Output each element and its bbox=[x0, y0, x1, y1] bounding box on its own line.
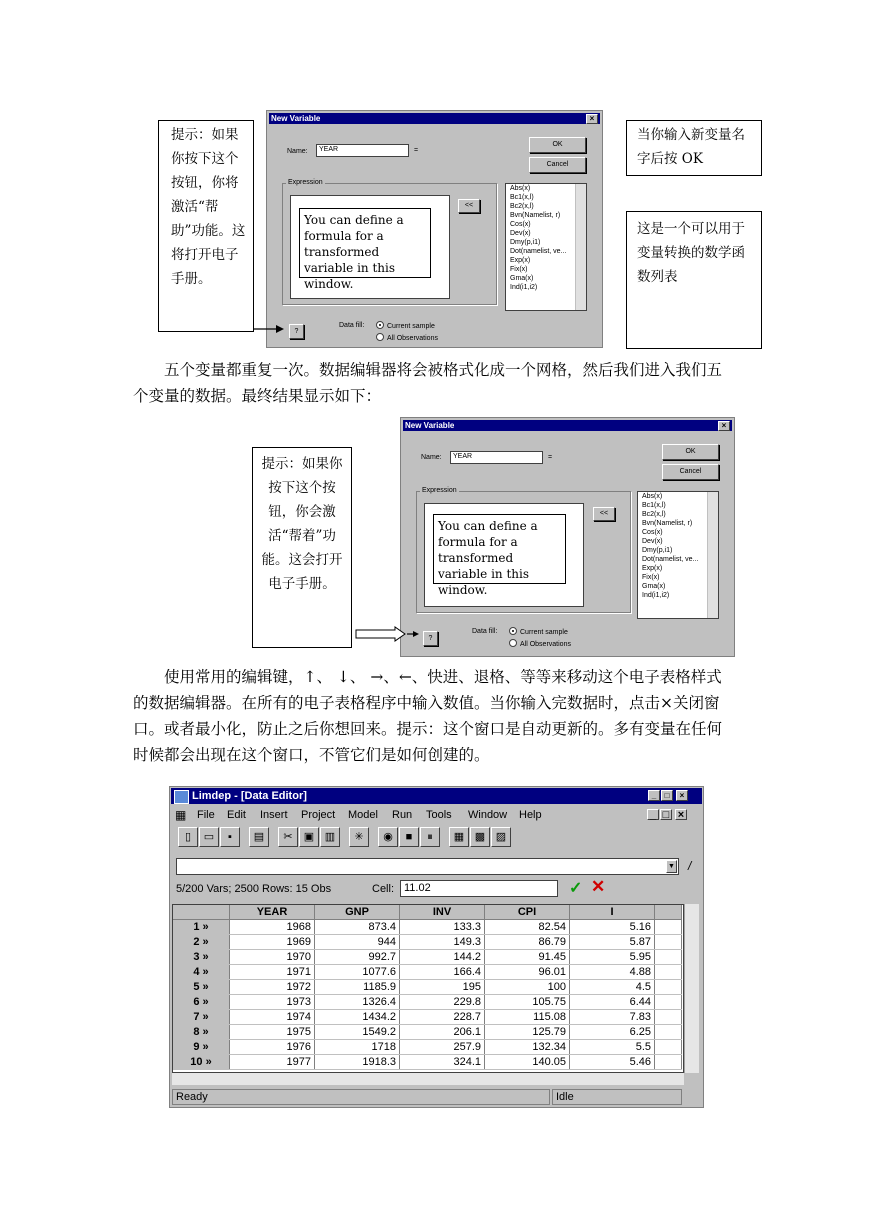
function-list-item[interactable]: Ind(i1,i2) bbox=[642, 592, 670, 599]
close-window-button[interactable]: × bbox=[676, 790, 688, 801]
function-list-item[interactable]: Dmy(p,i1) bbox=[510, 239, 541, 246]
function-list-item[interactable]: Dot(namelist, ve... bbox=[510, 248, 567, 255]
function-list-item[interactable]: Fix(x) bbox=[642, 574, 660, 581]
cancel-button-2[interactable]: Cancel bbox=[662, 464, 719, 480]
table-row bbox=[173, 950, 682, 965]
row-header[interactable]: 6 » bbox=[173, 995, 230, 1010]
minimize-button[interactable]: _ bbox=[648, 790, 660, 801]
star-icon[interactable]: ✳ bbox=[349, 827, 369, 847]
col-header-gnp[interactable]: GNP bbox=[315, 905, 400, 920]
table-header-row bbox=[173, 905, 682, 920]
table-cell[interactable]: 1326.4 bbox=[315, 995, 400, 1010]
chart-icon[interactable]: ▨ bbox=[491, 827, 511, 847]
table-row bbox=[173, 995, 682, 1010]
status-ready: Ready bbox=[172, 1089, 550, 1105]
maximize-button[interactable]: □ bbox=[661, 790, 673, 801]
horizontal-scrollbar[interactable] bbox=[172, 1073, 684, 1085]
table-cell[interactable]: 1969 bbox=[230, 935, 315, 950]
datafill-label: Data fill: bbox=[339, 322, 365, 329]
table-cell[interactable]: 4.88 bbox=[570, 965, 655, 980]
table-cell[interactable]: 1975 bbox=[230, 1025, 315, 1040]
table-cell[interactable]: 5.95 bbox=[570, 950, 655, 965]
table-cell[interactable]: 1977 bbox=[230, 1055, 315, 1070]
col-header-year[interactable]: YEAR bbox=[230, 905, 315, 920]
cancel-x-icon[interactable]: ✕ bbox=[591, 877, 606, 896]
limdep-title-bar bbox=[171, 788, 702, 804]
table-cell-empty bbox=[655, 995, 682, 1010]
function-list[interactable] bbox=[505, 183, 587, 311]
expression-textarea-2[interactable] bbox=[424, 503, 584, 607]
accept-check-icon[interactable]: ✓ bbox=[569, 880, 583, 897]
function-list-item[interactable]: Abs(x) bbox=[642, 493, 663, 500]
name-input[interactable]: YEAR bbox=[316, 144, 409, 157]
table-cell[interactable]: 82.54 bbox=[485, 920, 570, 935]
menu-run[interactable]: Run bbox=[392, 809, 413, 821]
datafill-label-2: Data fill: bbox=[472, 628, 498, 635]
dialog-title: New Variable bbox=[271, 114, 321, 123]
table-cell[interactable]: 229.8 bbox=[400, 995, 485, 1010]
grid-icon: ▦ bbox=[175, 808, 187, 822]
table-row bbox=[173, 1055, 682, 1070]
row-header[interactable]: 5 » bbox=[173, 980, 230, 995]
current-sample-radio[interactable] bbox=[376, 321, 435, 330]
row-header-corner bbox=[173, 905, 230, 920]
table-row bbox=[173, 1010, 682, 1025]
table-cell[interactable]: 100 bbox=[485, 980, 570, 995]
table-cell[interactable]: 105.75 bbox=[485, 995, 570, 1010]
ok-button[interactable]: OK bbox=[529, 137, 586, 153]
table-cell[interactable]: 96.01 bbox=[485, 965, 570, 980]
table-cell[interactable]: 91.45 bbox=[485, 950, 570, 965]
expression-label: Expression bbox=[288, 179, 323, 186]
table-cell[interactable]: 1077.6 bbox=[315, 965, 400, 980]
edit-pencil-icon[interactable]: / bbox=[688, 859, 692, 873]
close-button-2[interactable]: × bbox=[718, 421, 730, 431]
function-list-item[interactable]: Bc2(x,l) bbox=[510, 203, 534, 210]
function-list-item[interactable]: Bvn(Namelist, r) bbox=[642, 520, 693, 527]
row-header[interactable]: 8 » bbox=[173, 1025, 230, 1040]
menu-model[interactable]: Model bbox=[348, 809, 378, 821]
data-editor-icon[interactable]: ▩ bbox=[470, 827, 490, 847]
table-cell-empty bbox=[655, 1040, 682, 1055]
table-cell[interactable]: 5.5 bbox=[570, 1040, 655, 1055]
table-cell[interactable]: 166.4 bbox=[400, 965, 485, 980]
save-icon[interactable]: ▪ bbox=[220, 827, 240, 847]
table-cell[interactable]: 1976 bbox=[230, 1040, 315, 1055]
menu-help[interactable]: Help bbox=[519, 809, 542, 821]
dialog-title-bar bbox=[269, 113, 600, 124]
function-list-item[interactable]: Bc1(x,l) bbox=[510, 194, 534, 201]
dropdown-chevron-icon[interactable]: ▼ bbox=[666, 860, 677, 873]
function-list-item[interactable]: Cos(x) bbox=[510, 221, 531, 228]
dialog-title-2: New Variable bbox=[405, 421, 455, 430]
status-info: 5/200 Vars; 2500 Rows: 15 Obs bbox=[176, 883, 332, 895]
menu-edit[interactable]: Edit bbox=[227, 809, 246, 821]
help-button[interactable]: ? bbox=[289, 324, 304, 339]
help-tip-note bbox=[158, 120, 254, 332]
cancel-button[interactable]: Cancel bbox=[529, 157, 586, 173]
name-label: Name: bbox=[287, 148, 308, 155]
row-header[interactable]: 3 » bbox=[173, 950, 230, 965]
function-list-2[interactable] bbox=[637, 491, 719, 619]
table-cell[interactable]: 115.08 bbox=[485, 1010, 570, 1025]
ok-tip-text: 当你输入新变量名字后按 OK bbox=[637, 127, 745, 167]
equals-sign-2: = bbox=[548, 454, 553, 461]
help-tip-note-2 bbox=[252, 447, 352, 648]
row-header[interactable]: 1 » bbox=[173, 920, 230, 935]
col-header-inv[interactable]: INV bbox=[400, 905, 485, 920]
table-row bbox=[173, 920, 682, 935]
data-table bbox=[173, 905, 682, 1070]
cut-icon[interactable]: ✂ bbox=[278, 827, 298, 847]
function-list-note-text: 这是一个可以用于变量转换的数学函数列表 bbox=[637, 221, 745, 285]
table-cell[interactable]: 149.3 bbox=[400, 935, 485, 950]
table-cell[interactable]: 257.9 bbox=[400, 1040, 485, 1055]
table-cell[interactable]: 1972 bbox=[230, 980, 315, 995]
table-cell[interactable]: 1968 bbox=[230, 920, 315, 935]
all-observations-label: All Observations bbox=[387, 335, 438, 342]
table-cell[interactable]: 86.79 bbox=[485, 935, 570, 950]
table-cell[interactable]: 944 bbox=[315, 935, 400, 950]
current-sample-label: Current sample bbox=[387, 323, 435, 330]
table-cell[interactable]: 7.83 bbox=[570, 1010, 655, 1025]
hollow-arrow-icon bbox=[355, 626, 425, 642]
function-list-item[interactable]: Gma(x) bbox=[642, 583, 666, 590]
paragraph-1: 五个变量都重复一次。数据编辑器将会被格式化成一个网格，然后我们进入我们五个变量的数据。最终结果显示如下： bbox=[133, 361, 723, 405]
help-tip-text: 提示：如果你按下这个按钮，你将激活“帮助”功能。这将打开电子手册。 bbox=[171, 127, 246, 287]
all-observations-radio-2[interactable] bbox=[509, 639, 571, 648]
child-restore-button[interactable]: □ bbox=[660, 809, 672, 820]
vertical-scrollbar[interactable] bbox=[684, 904, 699, 1073]
table-cell[interactable]: 133.3 bbox=[400, 920, 485, 935]
table-cell-empty bbox=[655, 950, 682, 965]
row-header[interactable]: 2 » bbox=[173, 935, 230, 950]
function-list-item[interactable]: Bvn(Namelist, r) bbox=[510, 212, 561, 219]
function-list-item[interactable]: Exp(x) bbox=[510, 257, 531, 264]
stop-icon[interactable]: ■ bbox=[399, 827, 419, 847]
expression-callout: You can define a formula for a transformed variable in this window. bbox=[299, 208, 431, 278]
project-icon[interactable]: ▦ bbox=[449, 827, 469, 847]
data-grid[interactable] bbox=[172, 904, 684, 1073]
help-tip-text-2: 提示：如果你按下这个按钮，你会激活“帮着”功能。这会打开电子手册。 bbox=[261, 456, 343, 592]
table-cell[interactable]: 4.5 bbox=[570, 980, 655, 995]
table-cell-empty bbox=[655, 935, 682, 950]
menu-tools[interactable]: Tools bbox=[426, 809, 452, 821]
function-list-item[interactable]: Dev(x) bbox=[510, 230, 531, 237]
name-label-2: Name: bbox=[421, 454, 442, 461]
table-row bbox=[173, 1040, 682, 1055]
table-row bbox=[173, 980, 682, 995]
function-list-item[interactable]: Abs(x) bbox=[510, 185, 531, 192]
col-header-empty bbox=[655, 905, 682, 920]
table-cell[interactable]: 1918.3 bbox=[315, 1055, 400, 1070]
new-icon[interactable]: ▯ bbox=[178, 827, 198, 847]
row-header[interactable]: 10 » bbox=[173, 1055, 230, 1070]
function-list-item[interactable]: Fix(x) bbox=[510, 266, 528, 273]
function-list-scrollbar-2[interactable] bbox=[707, 492, 718, 618]
menu-project[interactable]: Project bbox=[301, 809, 336, 821]
function-list-item[interactable]: Dot(namelist, ve... bbox=[642, 556, 699, 563]
function-list-note bbox=[626, 211, 762, 349]
limdep-window bbox=[169, 786, 704, 1108]
function-list-scrollbar[interactable] bbox=[575, 184, 586, 310]
table-cell[interactable]: 1434.2 bbox=[315, 1010, 400, 1025]
insert-function-button[interactable]: << bbox=[458, 199, 480, 213]
close-button[interactable]: × bbox=[586, 114, 598, 124]
ok-tip-note bbox=[626, 120, 762, 176]
child-minimize-button[interactable]: _ bbox=[647, 809, 659, 820]
table-row bbox=[173, 965, 682, 980]
table-row bbox=[173, 935, 682, 950]
function-list-item[interactable]: Cos(x) bbox=[642, 529, 663, 536]
expression-callout-2: You can define a formula for a transformed variable in this window. bbox=[433, 514, 566, 584]
function-list-item[interactable]: Dmy(p,i1) bbox=[642, 547, 673, 554]
status-idle: Idle bbox=[552, 1089, 682, 1105]
table-cell[interactable]: 1970 bbox=[230, 950, 315, 965]
table-cell[interactable]: 125.79 bbox=[485, 1025, 570, 1040]
table-cell-empty bbox=[655, 1025, 682, 1040]
function-list-item[interactable]: Dev(x) bbox=[642, 538, 663, 545]
table-cell[interactable]: 1974 bbox=[230, 1010, 315, 1025]
row-header[interactable]: 4 » bbox=[173, 965, 230, 980]
function-list-item[interactable]: Bc2(x,l) bbox=[642, 511, 666, 518]
new-variable-dialog-2 bbox=[400, 417, 735, 657]
print-icon[interactable]: ▤ bbox=[249, 827, 269, 847]
table-cell[interactable]: 144.2 bbox=[400, 950, 485, 965]
table-cell[interactable]: 5.46 bbox=[570, 1055, 655, 1070]
copy-icon[interactable]: ▣ bbox=[299, 827, 319, 847]
table-cell[interactable]: 324.1 bbox=[400, 1055, 485, 1070]
table-cell[interactable]: 1971 bbox=[230, 965, 315, 980]
equals-sign: = bbox=[414, 147, 419, 154]
open-icon[interactable]: ▭ bbox=[199, 827, 219, 847]
col-header-i[interactable]: I bbox=[570, 905, 655, 920]
table-cell-empty bbox=[655, 965, 682, 980]
app-icon bbox=[174, 790, 189, 804]
function-list-item[interactable]: Gma(x) bbox=[510, 275, 534, 282]
expression-textarea[interactable] bbox=[290, 195, 450, 299]
cell-input[interactable]: 11.02 bbox=[400, 880, 558, 897]
pause-icon[interactable]: ⏸ bbox=[420, 827, 440, 847]
table-cell[interactable]: 140.05 bbox=[485, 1055, 570, 1070]
all-observations-label-2: All Observations bbox=[520, 641, 571, 648]
menu-insert[interactable]: Insert bbox=[260, 809, 288, 821]
table-cell[interactable]: 132.34 bbox=[485, 1040, 570, 1055]
insert-function-button-2[interactable]: << bbox=[593, 507, 615, 521]
expression-label-2: Expression bbox=[422, 487, 457, 494]
help-button-2[interactable]: ? bbox=[423, 631, 438, 646]
name-input-2[interactable]: YEAR bbox=[450, 451, 543, 464]
table-cell-empty bbox=[655, 980, 682, 995]
cell-label: Cell: bbox=[372, 883, 395, 895]
function-list-item[interactable]: Exp(x) bbox=[642, 565, 663, 572]
all-observations-radio[interactable] bbox=[376, 333, 438, 342]
function-list-item[interactable]: Bc1(x,l) bbox=[642, 502, 666, 509]
menu-file[interactable]: File bbox=[197, 809, 215, 821]
table-cell[interactable]: 873.4 bbox=[315, 920, 400, 935]
col-header-cpi[interactable]: CPI bbox=[485, 905, 570, 920]
table-cell[interactable]: 206.1 bbox=[400, 1025, 485, 1040]
table-row bbox=[173, 1025, 682, 1040]
table-cell[interactable]: 5.16 bbox=[570, 920, 655, 935]
table-cell[interactable]: 1185.9 bbox=[315, 980, 400, 995]
current-sample-label-2: Current sample bbox=[520, 629, 568, 636]
arrow-icon bbox=[254, 322, 288, 336]
table-cell-empty bbox=[655, 1010, 682, 1025]
table-cell[interactable]: 5.87 bbox=[570, 935, 655, 950]
limdep-title: Limdep - [Data Editor] bbox=[192, 790, 307, 802]
table-cell[interactable]: 1718 bbox=[315, 1040, 400, 1055]
paragraph-2: 使用常用的编辑键，↑、 ↓、 →、←、快进、退格、等等来移动这个电子表格样式的数据编辑器。在所有的电子表格程序中输入数值。当你输入完数据时，点击×关闭窗口。或者最小化，防止之后你想回来。提示：这个窗口是自动更新的。多有变量在任何时候都会出现在这个窗口，不管它们是如何创建的。 bbox=[133, 668, 723, 764]
table-cell[interactable]: 1549.2 bbox=[315, 1025, 400, 1040]
row-header[interactable]: 9 » bbox=[173, 1040, 230, 1055]
menu-window[interactable]: Window bbox=[468, 809, 508, 821]
go-icon[interactable]: ◉ bbox=[378, 827, 398, 847]
row-header[interactable]: 7 » bbox=[173, 1010, 230, 1025]
table-cell[interactable]: 228.7 bbox=[400, 1010, 485, 1025]
ok-button-2[interactable]: OK bbox=[662, 444, 719, 460]
table-cell[interactable]: 992.7 bbox=[315, 950, 400, 965]
paste-icon[interactable]: ▥ bbox=[320, 827, 340, 847]
child-close-button[interactable]: × bbox=[675, 809, 687, 820]
command-input[interactable] bbox=[176, 858, 679, 875]
function-list-item[interactable]: Ind(i1,i2) bbox=[510, 284, 538, 291]
dialog-title-bar-2 bbox=[403, 420, 732, 431]
table-cell-empty bbox=[655, 1055, 682, 1070]
table-cell[interactable]: 195 bbox=[400, 980, 485, 995]
table-cell[interactable]: 6.44 bbox=[570, 995, 655, 1010]
table-cell[interactable]: 1973 bbox=[230, 995, 315, 1010]
new-variable-dialog bbox=[266, 110, 603, 348]
current-sample-radio-2[interactable] bbox=[509, 627, 568, 636]
table-cell[interactable]: 6.25 bbox=[570, 1025, 655, 1040]
table-cell-empty bbox=[655, 920, 682, 935]
